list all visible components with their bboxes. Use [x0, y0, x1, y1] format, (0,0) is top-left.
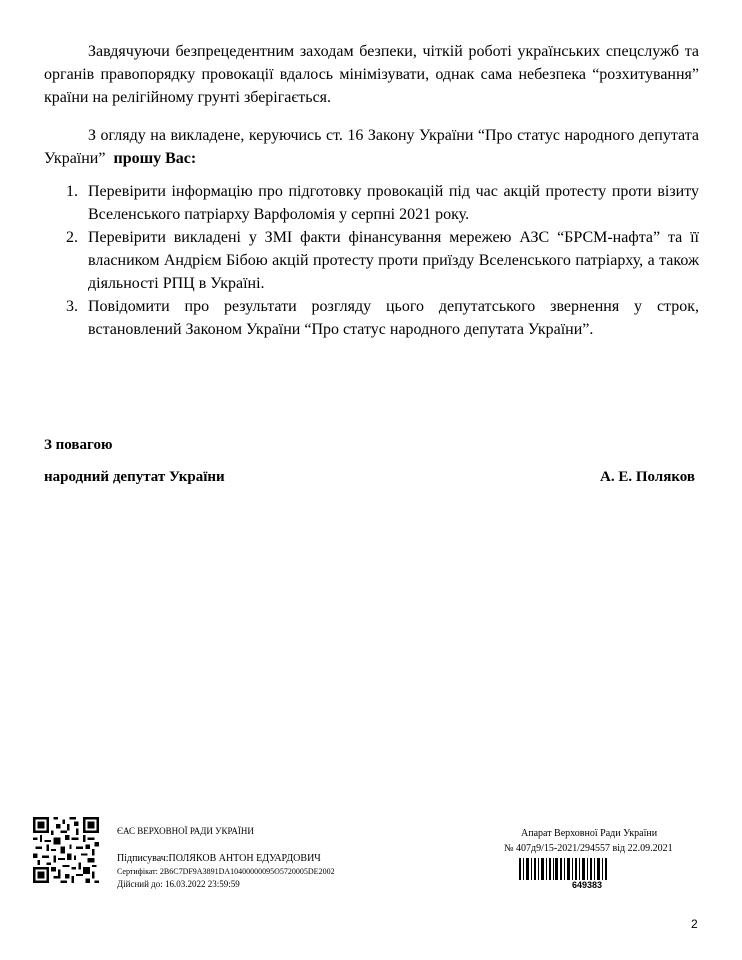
signer-position: народний депутат України — [44, 469, 225, 485]
closing-regards: З повагою — [44, 437, 113, 453]
barcode-number: 649383 — [572, 880, 603, 890]
list-item: 1. Перевірити інформацію про підготовку провокацій під час акцій протесту проти візиту Вселенського патріарху Варфоломія у серпні 2021 року. — [66, 183, 699, 223]
signature-signed-by: Підписувач:ПОЛЯКОВ АНТОН ЕДУАРДОВИЧ — [117, 853, 321, 864]
list-item: 2. Перевірити викладені у ЗМІ факти фінансування мережею АЗС “БРСМ-нафта” та її власником Андрієм Бібою акцій протесту проти приїзду Вселенського патріарху, а також діяльності РПЦ в Україні. — [66, 229, 699, 292]
paragraph-security-measures: Завдячуючи безпрецедентним заходам безпеки, чіткій роботі українських спецслужб та органів правопорядку провокації вдалось мінімізувати, однак сама небезпека “розхитування” країни на релігійному грунті зберігається. — [44, 43, 699, 106]
request-intro-text: З огляду на викладене, керуючись ст. 16 Закону України “Про статус народного депутата України” — [44, 127, 699, 167]
registration-number: № 407д9/15-2021/294557 від 22.09.2021 — [504, 843, 673, 854]
request-intro-bold: прошу Вас: — [113, 150, 197, 167]
list-item: 3. Повідомити про результати розгляду цього депутатського звернення у строк, встановлений Законом України “Про статус народного депутата України”. — [66, 298, 699, 338]
registration-organization: Апарат Верховної Ради України — [521, 828, 658, 839]
signer-name: А. Е. Поляков — [599, 469, 695, 485]
requests-list — [44, 180, 699, 341]
signature-certificate: Сертифікат: 2B6C7DF9A3891DA10400000095O5720005DE2002 — [117, 867, 335, 876]
signature-system: ЄАС ВЕРХОВНОЇ РАДИ УКРАЇНИ — [117, 826, 254, 836]
signature-valid-until: Дійсний до: 16.03.2022 23:59:59 — [117, 879, 240, 889]
barcode-icon — [519, 858, 609, 880]
qr-code-icon — [33, 817, 99, 883]
page-number: 2 — [691, 917, 698, 931]
paragraph-request-intro — [44, 124, 699, 170]
